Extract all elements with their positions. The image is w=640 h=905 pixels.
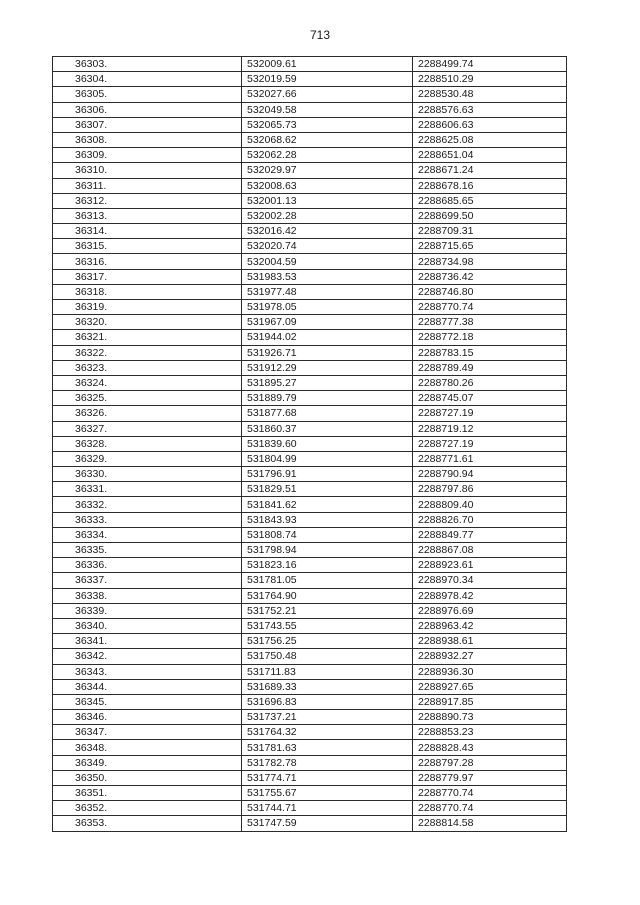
point-number-cell: 36325. <box>53 391 242 406</box>
x-coordinate-cell: 531823.16 <box>242 558 413 573</box>
point-number-cell: 36336. <box>53 558 242 573</box>
y-coordinate-cell: 2288927.65 <box>413 679 567 694</box>
table-row <box>53 178 567 193</box>
table-row <box>53 345 567 360</box>
y-coordinate-cell: 2288770.74 <box>413 786 567 801</box>
point-number-cell: 36326. <box>53 406 242 421</box>
point-number-cell: 36310. <box>53 163 242 178</box>
coordinates-table-body <box>53 57 567 832</box>
point-number-cell: 36309. <box>53 148 242 163</box>
point-number-cell: 36348. <box>53 740 242 755</box>
table-row <box>53 57 567 72</box>
x-coordinate-cell: 532008.63 <box>242 178 413 193</box>
table-row <box>53 117 567 132</box>
y-coordinate-cell: 2288606.63 <box>413 117 567 132</box>
y-coordinate-cell: 2288685.65 <box>413 193 567 208</box>
x-coordinate-cell: 531781.63 <box>242 740 413 755</box>
x-coordinate-cell: 531889.79 <box>242 391 413 406</box>
point-number-cell: 36327. <box>53 421 242 436</box>
table-row <box>53 694 567 709</box>
point-number-cell: 36316. <box>53 254 242 269</box>
table-row <box>53 664 567 679</box>
y-coordinate-cell: 2288770.74 <box>413 801 567 816</box>
point-number-cell: 36343. <box>53 664 242 679</box>
y-coordinate-cell: 2288771.61 <box>413 451 567 466</box>
y-coordinate-cell: 2288746.80 <box>413 284 567 299</box>
x-coordinate-cell: 531843.93 <box>242 512 413 527</box>
x-coordinate-cell: 532020.74 <box>242 239 413 254</box>
point-number-cell: 36328. <box>53 436 242 451</box>
point-number-cell: 36313. <box>53 208 242 223</box>
table-row <box>53 300 567 315</box>
y-coordinate-cell: 2288828.43 <box>413 740 567 755</box>
point-number-cell: 36317. <box>53 269 242 284</box>
point-number-cell: 36340. <box>53 618 242 633</box>
x-coordinate-cell: 531808.74 <box>242 527 413 542</box>
y-coordinate-cell: 2288734.98 <box>413 254 567 269</box>
point-number-cell: 36342. <box>53 649 242 664</box>
point-number-cell: 36329. <box>53 451 242 466</box>
table-row <box>53 527 567 542</box>
point-number-cell: 36352. <box>53 801 242 816</box>
x-coordinate-cell: 532062.28 <box>242 148 413 163</box>
table-row <box>53 132 567 147</box>
table-row <box>53 451 567 466</box>
y-coordinate-cell: 2288709.31 <box>413 224 567 239</box>
x-coordinate-cell: 531798.94 <box>242 543 413 558</box>
table-row <box>53 284 567 299</box>
point-number-cell: 36320. <box>53 315 242 330</box>
table-row <box>53 482 567 497</box>
y-coordinate-cell: 2288963.42 <box>413 618 567 633</box>
y-coordinate-cell: 2288936.30 <box>413 664 567 679</box>
point-number-cell: 36351. <box>53 786 242 801</box>
table-row <box>53 148 567 163</box>
x-coordinate-cell: 531756.25 <box>242 634 413 649</box>
point-number-cell: 36318. <box>53 284 242 299</box>
point-number-cell: 36337. <box>53 573 242 588</box>
point-number-cell: 36315. <box>53 239 242 254</box>
y-coordinate-cell: 2288727.19 <box>413 436 567 451</box>
point-number-cell: 36345. <box>53 694 242 709</box>
table-row <box>53 573 567 588</box>
x-coordinate-cell: 531983.53 <box>242 269 413 284</box>
y-coordinate-cell: 2288932.27 <box>413 649 567 664</box>
x-coordinate-cell: 531895.27 <box>242 375 413 390</box>
table-row <box>53 755 567 770</box>
y-coordinate-cell: 2288789.49 <box>413 360 567 375</box>
point-number-cell: 36321. <box>53 330 242 345</box>
point-number-cell: 36341. <box>53 634 242 649</box>
y-coordinate-cell: 2288917.85 <box>413 694 567 709</box>
page-number: 713 <box>309 28 331 42</box>
x-coordinate-cell: 532068.62 <box>242 132 413 147</box>
table-row <box>53 588 567 603</box>
point-number-cell: 36323. <box>53 360 242 375</box>
table-row <box>53 786 567 801</box>
y-coordinate-cell: 2288809.40 <box>413 497 567 512</box>
y-coordinate-cell: 2288625.08 <box>413 132 567 147</box>
x-coordinate-cell: 531839.60 <box>242 436 413 451</box>
y-coordinate-cell: 2288938.61 <box>413 634 567 649</box>
table-row <box>53 375 567 390</box>
table-row <box>53 239 567 254</box>
x-coordinate-cell: 532065.73 <box>242 117 413 132</box>
table-row <box>53 512 567 527</box>
y-coordinate-cell: 2288772.18 <box>413 330 567 345</box>
y-coordinate-cell: 2288923.61 <box>413 558 567 573</box>
table-row <box>53 269 567 284</box>
x-coordinate-cell: 532027.66 <box>242 87 413 102</box>
table-row <box>53 72 567 87</box>
x-coordinate-cell: 531764.90 <box>242 588 413 603</box>
y-coordinate-cell: 2288780.26 <box>413 375 567 390</box>
x-coordinate-cell: 531696.83 <box>242 694 413 709</box>
x-coordinate-cell: 531967.09 <box>242 315 413 330</box>
point-number-cell: 36332. <box>53 497 242 512</box>
x-coordinate-cell: 531926.71 <box>242 345 413 360</box>
point-number-cell: 36306. <box>53 102 242 117</box>
y-coordinate-cell: 2288867.08 <box>413 543 567 558</box>
table-row <box>53 801 567 816</box>
x-coordinate-cell: 531796.91 <box>242 467 413 482</box>
y-coordinate-cell: 2288777.38 <box>413 315 567 330</box>
table-row <box>53 725 567 740</box>
table-row <box>53 102 567 117</box>
point-number-cell: 36314. <box>53 224 242 239</box>
point-number-cell: 36305. <box>53 87 242 102</box>
point-number-cell: 36304. <box>53 72 242 87</box>
table-row <box>53 315 567 330</box>
point-number-cell: 36333. <box>53 512 242 527</box>
y-coordinate-cell: 2288719.12 <box>413 421 567 436</box>
point-number-cell: 36346. <box>53 710 242 725</box>
x-coordinate-cell: 531747.59 <box>242 816 413 831</box>
point-number-cell: 36330. <box>53 467 242 482</box>
x-coordinate-cell: 532009.61 <box>242 57 413 72</box>
x-coordinate-cell: 531711.83 <box>242 664 413 679</box>
y-coordinate-cell: 2288736.42 <box>413 269 567 284</box>
point-number-cell: 36322. <box>53 345 242 360</box>
coordinates-table <box>52 56 567 832</box>
table-row <box>53 634 567 649</box>
y-coordinate-cell: 2288699.50 <box>413 208 567 223</box>
x-coordinate-cell: 532001.13 <box>242 193 413 208</box>
x-coordinate-cell: 531877.68 <box>242 406 413 421</box>
y-coordinate-cell: 2288499.74 <box>413 57 567 72</box>
y-coordinate-cell: 2288783.15 <box>413 345 567 360</box>
point-number-cell: 36347. <box>53 725 242 740</box>
table-row <box>53 421 567 436</box>
x-coordinate-cell: 531977.48 <box>242 284 413 299</box>
y-coordinate-cell: 2288576.63 <box>413 102 567 117</box>
y-coordinate-cell: 2288715.65 <box>413 239 567 254</box>
x-coordinate-cell: 532019.59 <box>242 72 413 87</box>
y-coordinate-cell: 2288779.97 <box>413 770 567 785</box>
y-coordinate-cell: 2288978.42 <box>413 588 567 603</box>
x-coordinate-cell: 531744.71 <box>242 801 413 816</box>
table-row <box>53 497 567 512</box>
y-coordinate-cell: 2288770.74 <box>413 300 567 315</box>
y-coordinate-cell: 2288727.19 <box>413 406 567 421</box>
table-row <box>53 224 567 239</box>
x-coordinate-cell: 531781.05 <box>242 573 413 588</box>
point-number-cell: 36307. <box>53 117 242 132</box>
point-number-cell: 36353. <box>53 816 242 831</box>
point-number-cell: 36334. <box>53 527 242 542</box>
y-coordinate-cell: 2288510.29 <box>413 72 567 87</box>
y-coordinate-cell: 2288530.48 <box>413 87 567 102</box>
y-coordinate-cell: 2288826.70 <box>413 512 567 527</box>
x-coordinate-cell: 531689.33 <box>242 679 413 694</box>
point-number-cell: 36308. <box>53 132 242 147</box>
table-row <box>53 649 567 664</box>
x-coordinate-cell: 531912.29 <box>242 360 413 375</box>
x-coordinate-cell: 531737.21 <box>242 710 413 725</box>
table-row <box>53 87 567 102</box>
table-row <box>53 467 567 482</box>
point-number-cell: 36349. <box>53 755 242 770</box>
x-coordinate-cell: 532004.59 <box>242 254 413 269</box>
table-row <box>53 679 567 694</box>
x-coordinate-cell: 531804.99 <box>242 451 413 466</box>
x-coordinate-cell: 531750.48 <box>242 649 413 664</box>
point-number-cell: 36312. <box>53 193 242 208</box>
y-coordinate-cell: 2288849.77 <box>413 527 567 542</box>
table-row <box>53 163 567 178</box>
table-row <box>53 391 567 406</box>
y-coordinate-cell: 2288814.58 <box>413 816 567 831</box>
y-coordinate-cell: 2288678.16 <box>413 178 567 193</box>
table-row <box>53 618 567 633</box>
table-row <box>53 816 567 831</box>
table-row <box>53 360 567 375</box>
y-coordinate-cell: 2288745.07 <box>413 391 567 406</box>
point-number-cell: 36311. <box>53 178 242 193</box>
x-coordinate-cell: 531755.67 <box>242 786 413 801</box>
x-coordinate-cell: 531782.78 <box>242 755 413 770</box>
x-coordinate-cell: 531752.21 <box>242 603 413 618</box>
point-number-cell: 36324. <box>53 375 242 390</box>
x-coordinate-cell: 532029.97 <box>242 163 413 178</box>
point-number-cell: 36303. <box>53 57 242 72</box>
x-coordinate-cell: 531829.51 <box>242 482 413 497</box>
y-coordinate-cell: 2288797.86 <box>413 482 567 497</box>
table-row <box>53 406 567 421</box>
y-coordinate-cell: 2288970.34 <box>413 573 567 588</box>
table-row <box>53 603 567 618</box>
y-coordinate-cell: 2288790.94 <box>413 467 567 482</box>
x-coordinate-cell: 531764.32 <box>242 725 413 740</box>
point-number-cell: 36350. <box>53 770 242 785</box>
point-number-cell: 36338. <box>53 588 242 603</box>
point-number-cell: 36335. <box>53 543 242 558</box>
point-number-cell: 36339. <box>53 603 242 618</box>
table-row <box>53 254 567 269</box>
table-row <box>53 558 567 573</box>
x-coordinate-cell: 531978.05 <box>242 300 413 315</box>
y-coordinate-cell: 2288853.23 <box>413 725 567 740</box>
table-row <box>53 740 567 755</box>
y-coordinate-cell: 2288651.04 <box>413 148 567 163</box>
table-row <box>53 193 567 208</box>
table-row <box>53 543 567 558</box>
point-number-cell: 36319. <box>53 300 242 315</box>
table-row <box>53 436 567 451</box>
table-row <box>53 208 567 223</box>
x-coordinate-cell: 531841.62 <box>242 497 413 512</box>
x-coordinate-cell: 531774.71 <box>242 770 413 785</box>
x-coordinate-cell: 531944.02 <box>242 330 413 345</box>
x-coordinate-cell: 532049.58 <box>242 102 413 117</box>
x-coordinate-cell: 532016.42 <box>242 224 413 239</box>
table-row <box>53 770 567 785</box>
x-coordinate-cell: 532002.28 <box>242 208 413 223</box>
y-coordinate-cell: 2288671.24 <box>413 163 567 178</box>
y-coordinate-cell: 2288797.28 <box>413 755 567 770</box>
y-coordinate-cell: 2288976.69 <box>413 603 567 618</box>
table-row <box>53 330 567 345</box>
x-coordinate-cell: 531743.55 <box>242 618 413 633</box>
y-coordinate-cell: 2288890.73 <box>413 710 567 725</box>
point-number-cell: 36331. <box>53 482 242 497</box>
point-number-cell: 36344. <box>53 679 242 694</box>
table-row <box>53 710 567 725</box>
x-coordinate-cell: 531860.37 <box>242 421 413 436</box>
